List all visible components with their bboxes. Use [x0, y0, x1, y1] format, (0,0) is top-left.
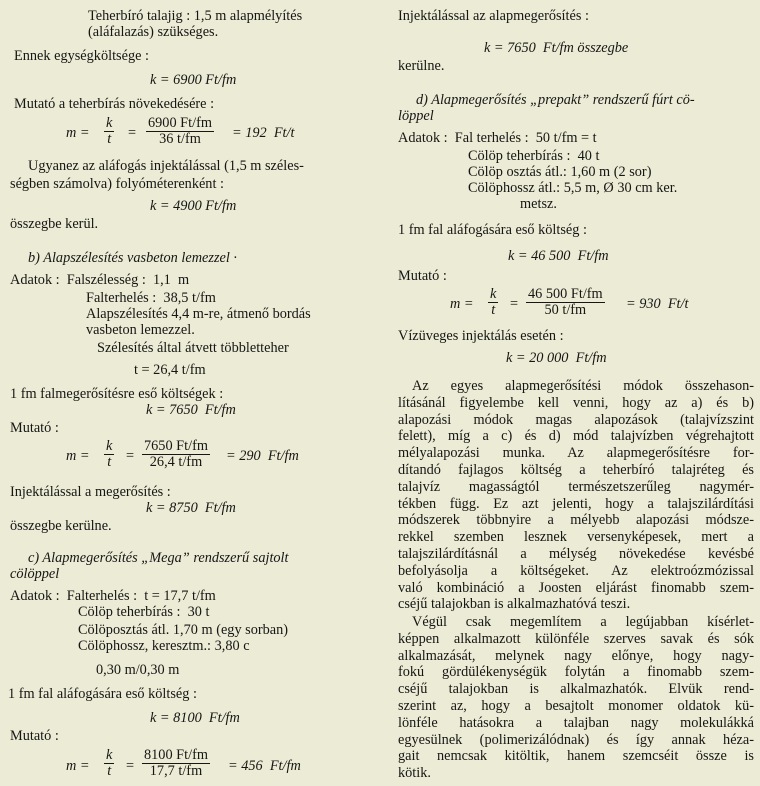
formula-k: k = 46 500 Ft/fm	[508, 248, 609, 264]
formula-k: k = 7650 Ft/fm összegbe	[484, 40, 629, 56]
text-line: Ugyanez az aláfogás injektálással (1,5 m széles-	[28, 158, 304, 174]
paragraph-line: fokú gördülékenységük folytán a finomabb szem-	[398, 664, 754, 681]
paragraph-comparison	[398, 378, 754, 613]
text-line: Vízüveges injektálás esetén :	[398, 328, 564, 344]
paragraph-line: szerint az, hogy a besajtolt monomer oldatok kü-	[398, 697, 754, 714]
text-line: ségben számolva) folyóméterenként :	[10, 176, 224, 192]
text-line: Mutató a teherbírás növekedésére :	[14, 96, 215, 112]
text-line: Adatok : Falszélesség : 1,1 m	[10, 272, 190, 288]
text-line: Cölöp osztás átl.: 1,60 m (2 sor)	[468, 164, 652, 180]
text-line: 1 fm falmegerősítésre eső költségek :	[10, 386, 224, 402]
text-line: összegbe kerülne.	[10, 518, 112, 534]
paragraph-line: rekkel szemben lesznek versenyképesek, mert a	[398, 529, 754, 546]
text-line: Szélesítés által átvett többletteher	[97, 340, 289, 356]
text-line: Cölöp teherbírás : 30 t	[78, 604, 210, 620]
text-line: összegbe kerül.	[10, 216, 99, 232]
paragraph-line: cséjű talajokban is alkalmazhatóvá teszi.	[398, 596, 631, 613]
paragraph-line: kötik.	[398, 765, 431, 782]
text-line: 0,30 m/0,30 m	[96, 662, 180, 678]
formula-k: k = 20 000 Ft/fm	[506, 350, 607, 366]
text-line: Alapszélesítés 4,4 m-re, átmenő bordás	[86, 306, 311, 322]
text-line: Injektálással a megerősítés :	[10, 484, 171, 500]
paragraph-line: módszerek többnyire a mélyebb alapozási módsze-	[398, 512, 754, 529]
paragraph-line: tékben függ. Ez azt jelenti, hogy a talajszilárdítási	[398, 495, 754, 512]
formula-k: k = 7650 Ft/fm	[146, 402, 236, 418]
formula-k: k = 6900 Ft/fm	[150, 72, 237, 88]
paragraph-organic-acids	[398, 614, 754, 782]
text-line: Cölöphossz átl.: 5,5 m, Ø 30 cm ker.	[468, 180, 678, 196]
text-line: Mutató :	[398, 268, 447, 284]
text-line: Adatok : Fal terhelés : 50 t/fm = t	[398, 130, 597, 146]
paragraph-line: talajvíz magasságtól természetszerűleg nagymér-	[398, 478, 754, 495]
text-line: 1 fm fal aláfogására eső költség :	[8, 686, 197, 702]
text-line: vasbeton lemezzel.	[86, 322, 195, 338]
text-line: Cölöp teherbírás : 40 t	[468, 148, 600, 164]
text-line: Mutató :	[10, 420, 59, 436]
paragraph-line: egyesülnek (polimerizálódnak) és így annak héza-	[398, 731, 754, 748]
text-line: Cölöphossz, keresztm.: 3,80 c	[78, 638, 250, 654]
text-line: 1 fm fal aláfogására eső költség :	[398, 222, 587, 238]
section-heading-b: b) Alapszélesítés vasbeton lemezzel ·	[28, 250, 237, 266]
formula-t: t = 26,4 t/fm	[134, 362, 206, 378]
text-line: Injektálással az alapmegerősítés :	[398, 8, 589, 24]
section-heading-d: d) Alapmegerősítés „prepakt” rendszerű fúrt cö-	[416, 92, 695, 108]
formula-k: k = 8100 Ft/fm	[150, 710, 240, 726]
paragraph-line: befolyásolja a költségeket. Az elektroózmózissal	[398, 562, 754, 579]
text-line: Cölöposztás átl. 1,70 m (egy sorban)	[78, 622, 289, 638]
text-line: Falterhelés : 38,5 t/fm	[86, 290, 216, 306]
paragraph-line: alapozási módok magas alapozások (talajvízszint	[398, 411, 754, 428]
paragraph-line: talajszilárdításnál a mélység növekedése kevésbé	[398, 545, 754, 562]
paragraph-line: Végül csak megemlítem a legújabban kísérlet-	[412, 614, 754, 630]
text-line: Ennek egységköltsége :	[14, 48, 149, 64]
text-line: (aláfalazás) szükséges.	[88, 24, 219, 40]
paragraph-line: cséjű talajokban is alkalmazhatók. Elvük rend-	[398, 681, 754, 698]
section-heading-d: löppel	[398, 108, 434, 124]
text-line: Adatok : Falterhelés : t = 17,7 t/fm	[10, 588, 216, 604]
paragraph-line: mélyalapozási munka. Az alapmegerősítésre for-	[398, 445, 754, 462]
paragraph-line: Az egyes alapmegerősítési módok összehason-	[412, 378, 754, 394]
paragraph-line: lításánál figyelembe kell venni, hogy az a) és b)	[398, 394, 754, 411]
paragraph-line: lönféle hatásokra a talajban nagy molekulákká	[398, 714, 754, 731]
text-line: Teherbíró talajig : 1,5 m alapmélyítés	[88, 8, 303, 24]
paragraph-line: felett), míg a c) és d) mód talajvízben végrehajtott	[398, 428, 754, 445]
formula-k: k = 4900 Ft/fm	[150, 198, 237, 214]
text-line: kerülne.	[398, 58, 445, 74]
section-heading-c: cölöppel	[10, 566, 60, 582]
text-line: metsz.	[520, 196, 557, 212]
section-heading-c: c) Alapmegerősítés „Mega” rendszerű sajtolt	[28, 550, 289, 566]
paragraph-line: dítandó fajlagos költség a teherbíró talajréteg és	[398, 461, 754, 478]
paragraph-line: képpen alkalmazott különféle szerves savak és sók	[398, 630, 754, 647]
text-line: Mutató :	[10, 728, 59, 744]
formula-k: k = 8750 Ft/fm	[146, 500, 236, 516]
paragraph-line: alkalmazását, melynek nagy előnye, hogy nagy-	[398, 647, 754, 664]
paragraph-line: gait nemcsak kitöltik, hanem szemcséit össze is	[398, 748, 754, 765]
paragraph-line: való kombináció a Joosten eljárást finomabb szem-	[398, 579, 754, 596]
